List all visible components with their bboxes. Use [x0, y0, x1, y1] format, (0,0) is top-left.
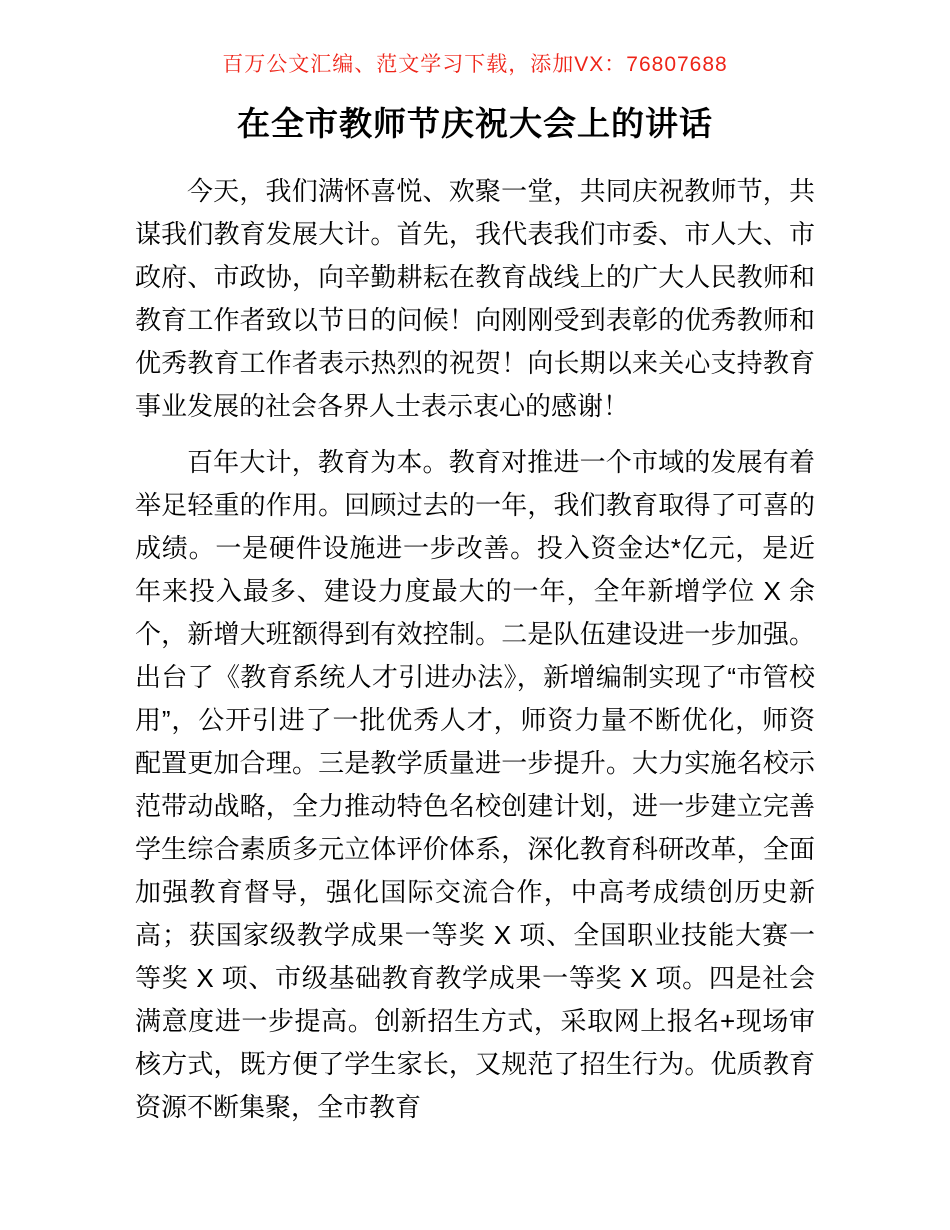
document-body: [135, 170, 815, 1129]
body-paragraph: 今天，我们满怀喜悦、欢聚一堂，共同庆祝教师节，共谋我们教育发展大计。首先，我代表我们市委、市人大、市政府、市政协，向辛勤耕耘在教育战线上的广大人民教师和教育工作者致以节日的问候！向刚刚受到表彰的优秀教师和优秀教育工作者表示热烈的祝贺！向长期以来关心支持教育事业发展的社会各界人士表示衷心的感谢！: [135, 176, 815, 422]
page-title: 在全市教师节庆祝大会上的讲话: [237, 105, 713, 143]
watermark-notice: 百万公文汇编、范文学习下载，添加VX：76807688: [222, 53, 728, 76]
body-paragraph: 百年大计，教育为本。教育对推进一个市域的发展有着举足轻重的作用。回顾过去的一年，我们教育取得了可喜的成绩。一是硬件设施进一步改善。投入资金达*亿元，是近年来投入最多、建设力度最大的一年，全年新增学位 X 余个，新增大班额得到有效控制。二是队伍建设进一步加强。出台了《教育系统人才引进办法》，新增编制实现了“市管校用”，公开引进了一批优秀人才，师资力量不断优化，师资配置更加合理。三是教学质量进一步提升。大力实施名校示范带动战略，全力推动特色名校创建计划，进一步建立完善学生综合素质多元立体评价体系，深化教育科研改革，全面加强教育督导，强化国际交流合作，中高考成绩创历史新高；获国家级教学成果一等奖 X 项、全国职业技能大赛一等奖 X 项、市级基础教育教学成果一等奖 X 项。四是社会满意度进一步提高。创新招生方式，采取网上报名+现场审核方式，既方便了学生家长，又规范了招生行为。优质教育资源不断集聚，全市教育: [135, 447, 815, 1123]
